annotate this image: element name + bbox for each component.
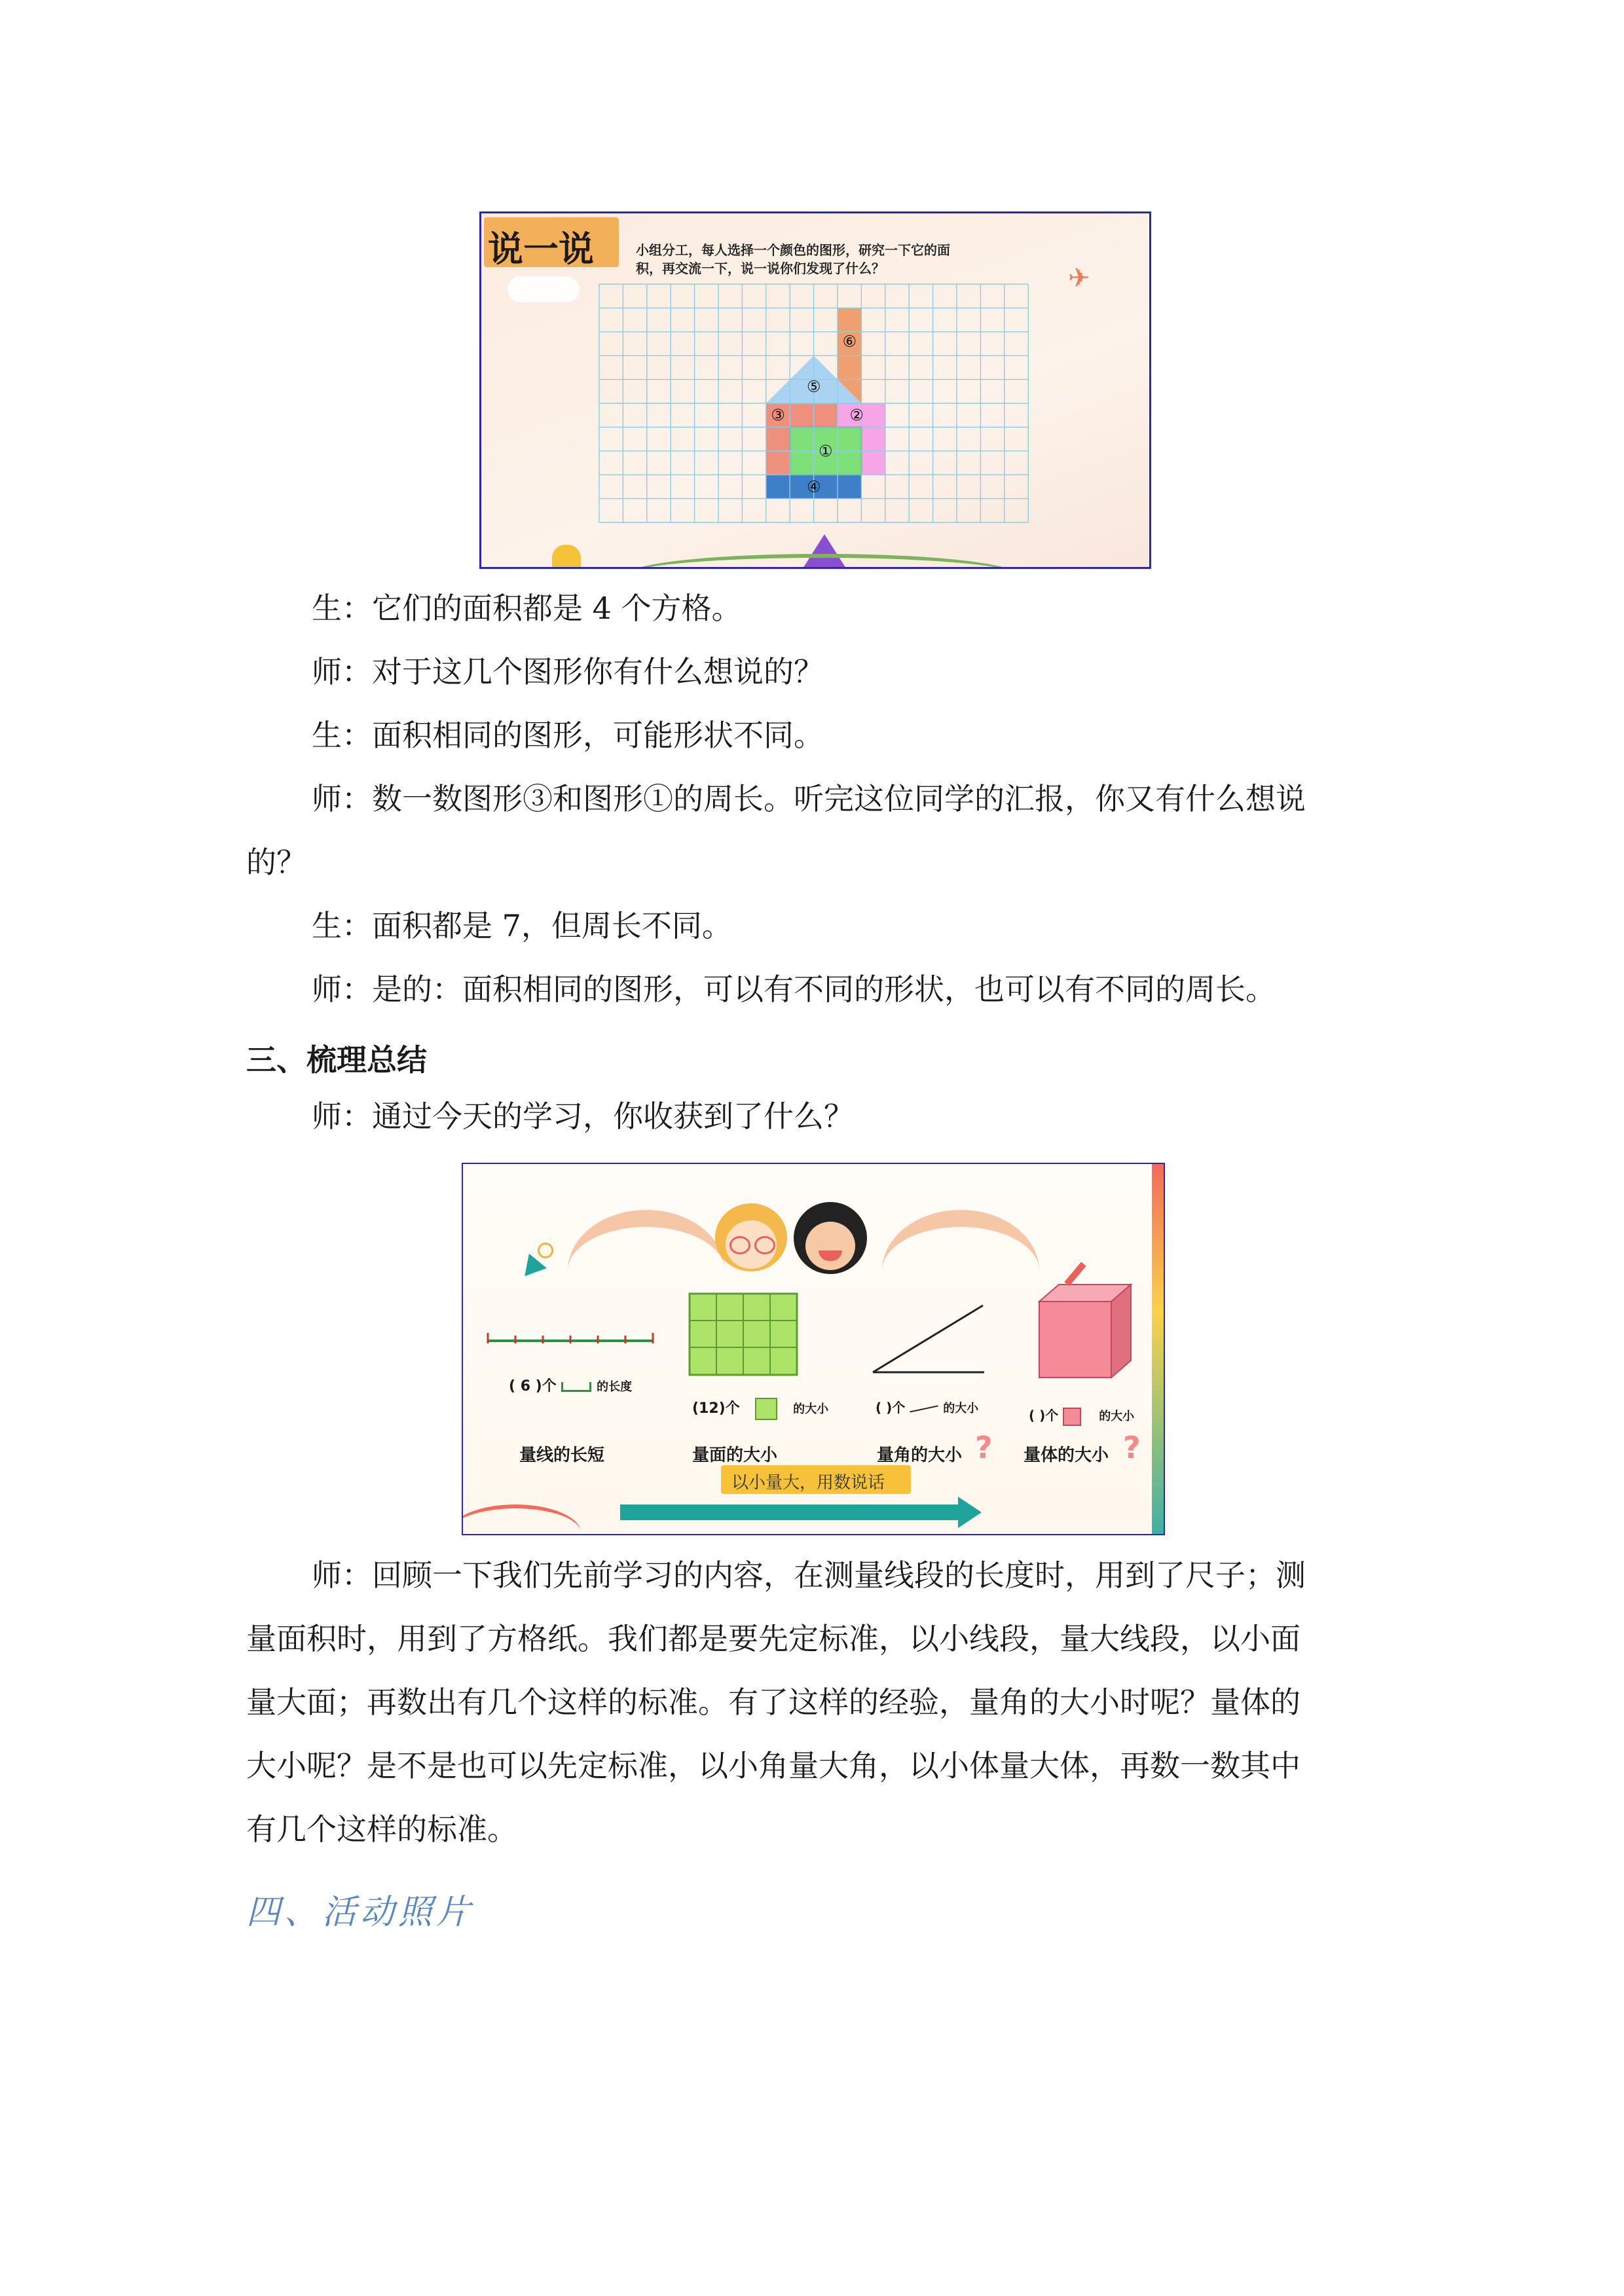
shape-label-4: ④ [806, 477, 821, 496]
dialogue-line-2: 师：对于这几个图形你有什么想说的？ [312, 654, 824, 689]
shape-label-3: ③ [771, 406, 785, 425]
volume-count: ( )个 [1029, 1408, 1059, 1423]
circle-decoration [538, 1243, 553, 1258]
review-line-1: 师：回顾一下我们先前学习的内容，在测量线段的长度时，用到了尺子；测 [312, 1558, 1306, 1593]
shape-label-2: ② [849, 406, 864, 425]
square-grid-paper [481, 213, 1149, 567]
angle-count: ( )个 [876, 1400, 906, 1415]
progress-arrow-head [958, 1497, 982, 1528]
dialogue-line-4: 师：数一数图形③和图形①的周长。听完这位同学的汇报，你又有什么想说 [312, 781, 1306, 816]
corner-swoosh [462, 1504, 581, 1535]
figure-measurement-summary [462, 1163, 1165, 1535]
small-segment-icon [561, 1382, 591, 1392]
shape-label-5: ⑤ [806, 377, 821, 396]
dialogue-line-3: 生：面积相同的图形，可能形状不同。 [312, 718, 824, 753]
area-count: (12)个 [692, 1400, 740, 1417]
talk-badge: 说一说 [484, 217, 619, 267]
caption-angle: 量角的大小 [877, 1446, 963, 1465]
boy-avatar [794, 1202, 867, 1274]
caption-area: 量面的大小 [692, 1446, 778, 1465]
dialogue-line-4-cont: 的？ [246, 845, 306, 880]
instruction-line-1: 小组分工，每人选择一个颜色的图形，研究一下它的面 [636, 242, 950, 258]
section-3-heading: 三、梳理总结 [246, 1042, 427, 1078]
review-line-2: 量面积时，用到了方格纸。我们都是要先定标准，以小线段，量大线段，以小面 [246, 1621, 1301, 1656]
area-grid-icon [688, 1292, 800, 1377]
area-unit: 的大小 [793, 1402, 829, 1416]
caption-volume: 量体的大小 [1024, 1446, 1109, 1465]
progress-arrow [620, 1504, 961, 1520]
angle-icon [869, 1302, 987, 1380]
rocket-icon: ✈ [1068, 263, 1090, 293]
shape-label-1: ① [819, 441, 833, 460]
section-4-heading: 四、活动照片 [246, 1893, 475, 1932]
small-square-icon [755, 1398, 777, 1420]
question-mark-icon-1: ? [975, 1430, 993, 1465]
duck-decoration [552, 545, 581, 567]
ruler-line-icon [485, 1321, 655, 1347]
dialogue-line-6: 师：是的：面积相同的图形，可以有不同的形状，也可以有不同的周长。 [312, 972, 1276, 1007]
teacher-question: 师：通过今天的学习，你收获到了什么？ [312, 1099, 854, 1134]
small-cube-icon [1063, 1408, 1081, 1426]
corner-stripe [1152, 1164, 1164, 1534]
small-angle-icon [910, 1405, 938, 1412]
instruction-line-2: 积，再交流一下，说一说你们发现了什么？ [636, 261, 885, 276]
line-count: ( 6 )个 [509, 1378, 557, 1394]
question-mark-icon-2: ? [1123, 1430, 1141, 1465]
dialogue-line-5: 生：面积都是 7，但周长不同。 [312, 908, 732, 943]
summary-banner: 以小量大，用数说话 [721, 1465, 911, 1494]
angle-unit: 的大小 [943, 1402, 979, 1415]
girl-avatar [715, 1203, 787, 1271]
caption-line: 量线的长短 [519, 1446, 605, 1465]
cube-icon [1026, 1275, 1137, 1387]
line-unit: 的长度 [597, 1380, 633, 1394]
dialogue-line-1: 生：它们的面积都是 4 个方格。 [312, 591, 742, 626]
review-line-4: 大小呢？是不是也可以先定标准，以小角量大角，以小体量大体，再数一数其中 [246, 1748, 1301, 1783]
review-line-5: 有几个这样的标准。 [246, 1812, 517, 1847]
volume-unit: 的大小 [1099, 1410, 1135, 1423]
review-line-3: 量大面；再数出有几个这样的标准。有了这样的经验，量角的大小时呢？量体的 [246, 1685, 1301, 1720]
shape-label-6: ⑥ [842, 332, 857, 351]
figure-talk-about-it [479, 211, 1151, 569]
